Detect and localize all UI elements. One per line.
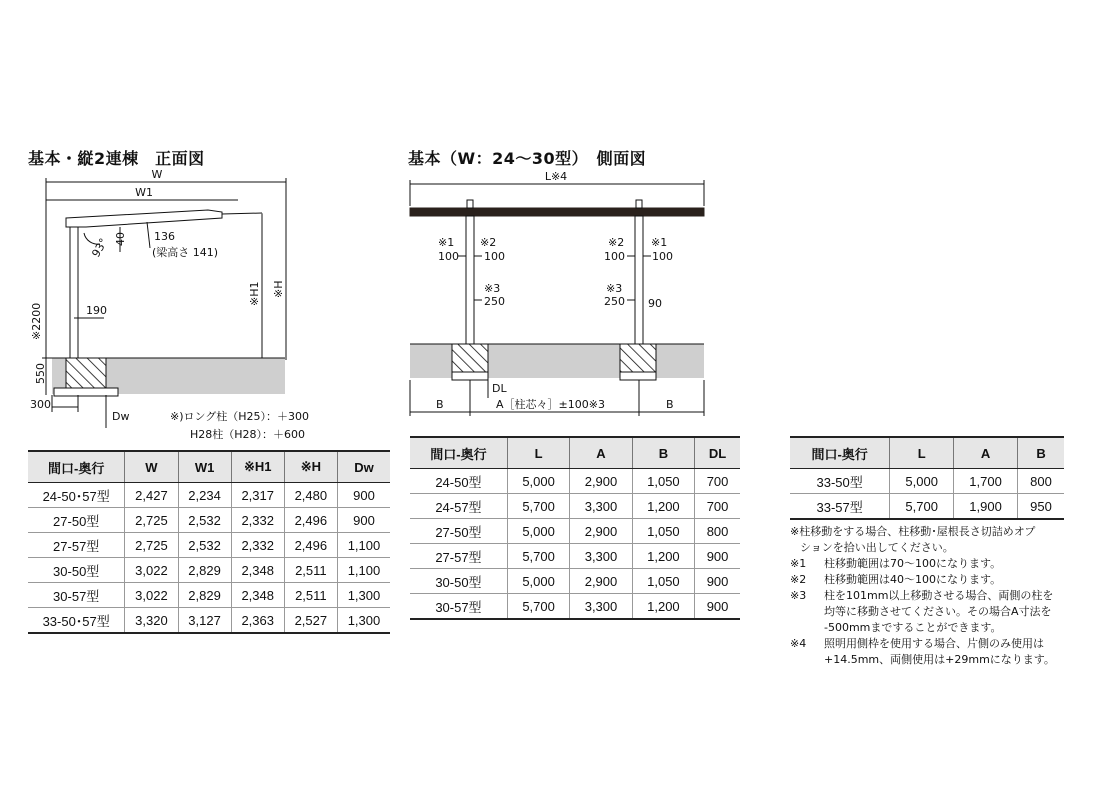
label-note2-left: ※2 <box>480 236 497 249</box>
table-cell: 2,527 <box>284 608 337 634</box>
label-550: 550 <box>34 363 47 384</box>
table-cell: 24-50型 <box>410 469 507 494</box>
table-cell: 2,511 <box>284 558 337 583</box>
table-cell: 3,320 <box>125 608 178 634</box>
label-300: 300 <box>30 398 51 411</box>
table-cell: 24-57型 <box>410 494 507 519</box>
col-header: Dw <box>337 451 390 483</box>
table-cell: 2,829 <box>178 558 231 583</box>
col-header: B <box>1018 437 1064 469</box>
table-cell: 30-50型 <box>28 558 125 583</box>
table-cell: 27-50型 <box>410 519 507 544</box>
label-100-right-b: 100 <box>652 250 673 263</box>
table-cell: 2,480 <box>284 483 337 508</box>
table-row <box>28 508 390 533</box>
col-header: 間口-奥行 <box>410 437 507 469</box>
label-note1-right: ※1 <box>651 236 668 249</box>
label-note1-left: ※1 <box>438 236 455 249</box>
label-w1: W1 <box>135 186 153 199</box>
post-cap-left <box>467 200 473 208</box>
label-40: 40 <box>114 232 127 246</box>
note-mark: ※4 <box>790 637 807 650</box>
col-header: B <box>632 437 694 469</box>
label-w: W <box>151 168 163 181</box>
table-cell: 2,348 <box>231 558 284 583</box>
roof-panel <box>222 213 262 214</box>
front-view-title: 基本・縦2連棟 正面図 <box>28 149 205 168</box>
note-text: 照明用側枠を使用する場合、片側のみ使用は +14.5mm、両側使用は+29mmになります。 <box>824 637 1055 666</box>
front-post <box>70 218 78 358</box>
table-cell: 30-50型 <box>410 569 507 594</box>
label-90: 90 <box>648 297 662 310</box>
col-header: W1 <box>178 451 231 483</box>
note-item <box>790 556 1080 572</box>
table-cell: 1,900 <box>954 494 1018 520</box>
label-long-post-note: ※)ロング柱（H25）：＋300 <box>170 410 310 423</box>
table-header-row <box>410 437 740 469</box>
foundation-left <box>452 344 488 374</box>
table-row <box>410 544 740 569</box>
table-cell: 2,427 <box>125 483 178 508</box>
table-cell: 5,700 <box>507 494 569 519</box>
table-cell: 5,700 <box>507 544 569 569</box>
table-cell: 2,900 <box>570 569 632 594</box>
note-text: 柱移動範囲は70～100になります。 <box>824 557 1002 570</box>
label-angle: 93° <box>89 236 111 260</box>
foundation-block <box>66 358 106 392</box>
table-row <box>790 469 1064 494</box>
side-view-title: 基本（W：24～30型） 側面図 <box>408 149 647 168</box>
table-cell: 800 <box>695 519 740 544</box>
table-cell: 5,000 <box>890 469 954 494</box>
label-h28-note: H28柱（H28）：＋600 <box>190 428 306 441</box>
table-cell: 5,000 <box>507 519 569 544</box>
table-row <box>790 494 1064 520</box>
table-cell: 2,725 <box>125 533 178 558</box>
table-cell: 24-50･57型 <box>28 483 125 508</box>
stones-left <box>452 372 488 380</box>
table-cell: 1,700 <box>954 469 1018 494</box>
col-header: DL <box>695 437 740 469</box>
table-cell: 2,725 <box>125 508 178 533</box>
label-l4: L※4 <box>544 170 568 183</box>
table-cell: 33-57型 <box>790 494 890 520</box>
notes-intro-line: ※柱移動をする場合、柱移動･屋根長さ切詰めオプ <box>790 525 1036 538</box>
label-h1: ※H1 <box>248 281 261 306</box>
table-cell: 700 <box>695 469 740 494</box>
table-cell: 2,496 <box>284 508 337 533</box>
col-header: L <box>507 437 569 469</box>
label-h: ※H <box>272 280 285 298</box>
table-cell: 700 <box>695 494 740 519</box>
table-cell: 1,100 <box>337 533 390 558</box>
table-cell: 2,900 <box>570 519 632 544</box>
note-item <box>790 588 1080 636</box>
table-cell: 2,829 <box>178 583 231 608</box>
note-text: 柱移動範囲は40～100になります。 <box>824 573 1002 586</box>
table-cell: 5,000 <box>507 569 569 594</box>
table-cell: 2,234 <box>178 483 231 508</box>
table-cell: 27-57型 <box>410 544 507 569</box>
table-cell: 900 <box>695 569 740 594</box>
label-190: 190 <box>86 304 107 317</box>
table-cell: 3,127 <box>178 608 231 634</box>
table-cell: 5,000 <box>507 469 569 494</box>
label-dl: DL <box>492 382 507 395</box>
post-cap-right <box>636 200 642 208</box>
table-cell: 2,317 <box>231 483 284 508</box>
side-post-right <box>635 216 643 344</box>
table-row <box>410 494 740 519</box>
table-cell: 30-57型 <box>410 594 507 620</box>
label-100-right-a: 100 <box>604 250 625 263</box>
table-cell: 5,700 <box>890 494 954 520</box>
table-cell: 900 <box>337 483 390 508</box>
table-row <box>410 469 740 494</box>
col-header: A <box>954 437 1018 469</box>
label-136: 136 <box>154 230 175 243</box>
notes-block <box>790 524 1080 668</box>
table-cell: 3,300 <box>570 494 632 519</box>
label-note3-right: ※3 <box>606 282 623 295</box>
note-mark: ※2 <box>790 573 807 586</box>
col-header: L <box>890 437 954 469</box>
table-cell: 1,050 <box>632 469 694 494</box>
leader-136 <box>147 222 150 248</box>
table-row <box>28 533 390 558</box>
label-100-left-b: 100 <box>484 250 505 263</box>
table-cell: 1,200 <box>632 544 694 569</box>
label-dw: Dw <box>112 410 130 423</box>
label-note2-right: ※2 <box>608 236 625 249</box>
table-row <box>410 519 740 544</box>
front-beam <box>66 210 222 227</box>
col-header: W <box>125 451 178 483</box>
table-cell: 950 <box>1018 494 1064 520</box>
label-250-right: 250 <box>604 295 625 308</box>
table-cell: 27-50型 <box>28 508 125 533</box>
right-spec-table <box>790 436 1064 520</box>
table-cell: 1,300 <box>337 583 390 608</box>
table-row <box>410 569 740 594</box>
note-mark: ※1 <box>790 557 807 570</box>
label-note3-left: ※3 <box>484 282 501 295</box>
table-cell: 900 <box>337 508 390 533</box>
table-cell: 1,300 <box>337 608 390 634</box>
col-header: A <box>570 437 632 469</box>
label-beam-height: (梁高さ 141) <box>152 246 219 259</box>
table-header-row <box>28 451 390 483</box>
note-item <box>790 572 1080 588</box>
table-cell: 5,700 <box>507 594 569 620</box>
table-cell: 3,022 <box>125 558 178 583</box>
table-row <box>28 558 390 583</box>
table-row <box>28 583 390 608</box>
table-cell: 3,300 <box>570 594 632 620</box>
table-row <box>410 594 740 620</box>
col-header: ※H1 <box>231 451 284 483</box>
note-item <box>790 636 1080 668</box>
side-spec-table <box>410 436 740 620</box>
table-cell: 900 <box>695 594 740 620</box>
stones-right <box>620 372 656 380</box>
table-cell: 2,348 <box>231 583 284 608</box>
table-cell: 2,332 <box>231 508 284 533</box>
note-text: 柱を101mm以上移動させる場合、両側の柱を 均等に移動させてください。その場合A寸法を -500mmまですることができます。 <box>824 589 1054 634</box>
table-cell: 2,900 <box>570 469 632 494</box>
notes-intro-line: ションを拾い出してください。 <box>800 541 954 554</box>
table-cell: 2,363 <box>231 608 284 634</box>
table-cell: 3,022 <box>125 583 178 608</box>
table-row <box>28 608 390 634</box>
side-roof <box>410 208 704 216</box>
label-a: A［柱芯々］±100※3 <box>496 398 605 411</box>
foundation-right <box>620 344 656 374</box>
table-cell: 1,050 <box>632 569 694 594</box>
table-cell: 900 <box>695 544 740 569</box>
table-cell: 3,300 <box>570 544 632 569</box>
note-mark: ※3 <box>790 589 807 602</box>
table-cell: 27-57型 <box>28 533 125 558</box>
table-cell: 30-57型 <box>28 583 125 608</box>
col-header: 間口-奥行 <box>790 437 890 469</box>
base-stones <box>54 388 118 396</box>
table-cell: 1,100 <box>337 558 390 583</box>
table-cell: 2,511 <box>284 583 337 608</box>
table-row <box>28 483 390 508</box>
table-header-row <box>790 437 1064 469</box>
table-cell: 33-50･57型 <box>28 608 125 634</box>
front-spec-table <box>28 450 390 634</box>
col-header: 間口-奥行 <box>28 451 125 483</box>
table-cell: 2,496 <box>284 533 337 558</box>
table-cell: 1,050 <box>632 519 694 544</box>
label-b-right: B <box>666 398 674 411</box>
table-cell: 1,200 <box>632 594 694 620</box>
col-header: ※H <box>284 451 337 483</box>
table-cell: 2,332 <box>231 533 284 558</box>
label-2200: ※2200 <box>30 302 43 340</box>
side-post-left <box>466 216 474 344</box>
table-cell: 2,532 <box>178 508 231 533</box>
label-b-left: B <box>436 398 444 411</box>
table-cell: 2,532 <box>178 533 231 558</box>
table-cell: 1,200 <box>632 494 694 519</box>
table-cell: 800 <box>1018 469 1064 494</box>
label-250-left: 250 <box>484 295 505 308</box>
label-100-left-a: 100 <box>438 250 459 263</box>
table-cell: 33-50型 <box>790 469 890 494</box>
